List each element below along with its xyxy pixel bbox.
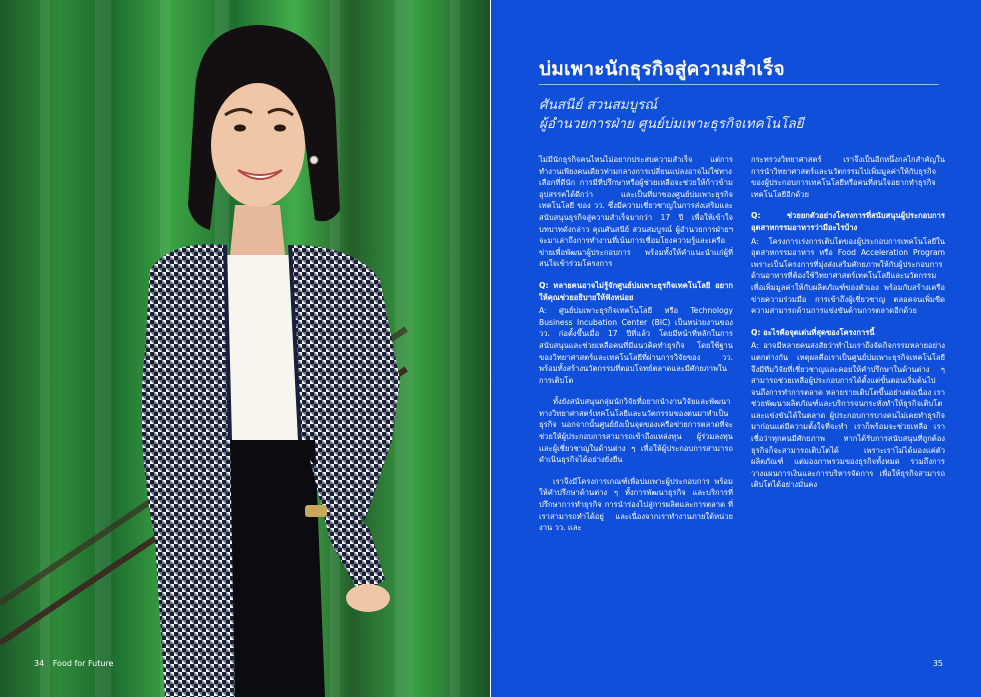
author-name: ศันสนีย์ สวนสมบูรณ์: [539, 97, 657, 113]
body-paragraph: เราจึงมีโครงการเกณฑ์เพื่อบ่มเพาะผู้ประกอบการ พร้อมให้คำปรึกษาด้านต่าง ๆ ทั้งการพัฒนาธุรกิจ และบริการที่ปรึกษาการทำธุรกิจ การนำร่องไปสู่การผลิตและการตลาด ที่เราสามารถทำได้อยู่ และเนื่องจากเราทำงานภายใต้หน่วยงาน วว. และ: [539, 476, 733, 533]
article-columns: [539, 154, 945, 674]
author-position: ผู้อำนวยการฝ่าย ศูนย์บ่มเพาะธุรกิจเทคโนโลยี: [539, 116, 804, 132]
body-paragraph: A: โครงการเร่งการเติบโตของผู้ประกอบการเทคโนโลยีในอุตสาหกรรมอาหาร หรือ Food Acceleration Program เพราะเป็นโครงการที่มุ่งส่งเสริมศักยภาพให้กับผู้ประกอบการด้านอาหารที่ต้องใช้วิทยาศาสตร์เทคโนโลยีและนวัตกรรมเพื่อเพิ่มมูลค่าให้กับผลิตภัณฑ์ของตัวเอง พร้อมกับสร้างเครือข่ายความร่วมมือ การเข้าถึงผู้เชี่ยวชาญ ตลอดจนเพิ่มขีดความสามารถด้านการแข่งขันด้านการตลาดอีกด้วย: [751, 236, 945, 316]
left-page-photo: [0, 0, 490, 697]
article-title: บ่มเพาะนักธุรกิจสู่ความสำเร็จ: [539, 58, 785, 80]
body-paragraph: กระทรวงวิทยาศาสตร์ เราจึงเป็นอีกหนึ่งกลไกสำคัญในการนำวิทยาศาสตร์และนวัตกรรมไปเพิ่มมูลค่าให้กับธุรกิจของผู้ประกอบการเทคโนโลยีหรือคนที่สนใจอยากทำธุรกิจเทคโนโลยีอีกด้วย: [751, 155, 945, 199]
body-paragraph: A: อาจมีหลายคนสงสัยว่าทำไมเราถึงจัดกิจกรรมหลายอย่างแตกต่างกัน เหตุผลคือเราเป็นศูนย์บ่มเพาะธุรกิจเทคโนโลยี จึงมีทีมวิจัยที่เชี่ยวชาญและคอยให้คำปรึกษาในด้านต่าง ๆ สามารถช่วยเหลือผู้ประกอบการได้ตั้งแต่ขั้นตอนเริ่มต้นไปจนถึงการทำการตลาด หลายรายเติบโตขึ้นอย่างต่อเนื่อง เราช่วยพัฒนาผลิตภัณฑ์และบริการจนกระทั่งทำให้ธุรกิจเติบโตและแข่งขันได้ในตลาด ผู้ประกอบการบางคนไม่เคยทำธุรกิจมาก่อนแต่มีความตั้งใจที่จะทำ เราก็พร้อมจะช่วยเหลือ เราเชื่อว่าทุกคนมีศักยภาพ หากได้รับการสนับสนุนที่ถูกต้อง ธุรกิจก็จะสามารถเติบโตได้ เพราะเราไม่ได้มองแค่ตัวผลิตภัณฑ์ แต่มองภาพรวมของธุรกิจทั้งหมด รวมถึงการวางแผนการเงินและการบริหารจัดการ เพื่อให้ธุรกิจสามารถเติบโตได้อย่างมั่นคง: [751, 341, 945, 490]
question-paragraph: Q: หลายคนอาจไม่รู้จักศูนย์บ่มเพาะธุรกิจเทคโนโลยี อยากให้คุณช่วยอธิบายให้ฟังหน่อย: [539, 280, 733, 302]
body-paragraph: ไม่มีนักธุรกิจคนไหนไม่อยากประสบความสำเร็จ แต่การทำงานเพียงคนเดียวท่ามกลางการเปลี่ยนแปลงอาจไม่ใช่ทางเลือกที่ดีนัก การมีที่ปรึกษาหรือผู้ช่วยเหลือจะช่วยให้ก้าวข้ามอุปสรรคได้ดีกว่า และเป็นที่มาของศูนย์บ่มเพาะธุรกิจเทคโนโลยี ของ วว. ซึ่งมีความเชี่ยวชาญในการส่งเสริมและสนับสนุนธุรกิจสู่ความสำเร็จมากว่า 17 ปี เพื่อให้เข้าใจบทบาทดังกล่าว คุณศันสนีย์ สวนสมบูรณ์ ผู้อำนวยการฝ่ายฯ จะมาเล่าถึงการทำงานที่เน้นการเชื่อมโยงความรู้และเครือข่ายเพื่อพัฒนาผู้ประกอบการ พร้อมทั้งให้คำแนะนำแก่ผู้ที่สนใจเข้าร่วมโครงการ: [539, 155, 733, 269]
right-page-number: 35: [932, 659, 943, 668]
left-page-number: 34: [34, 659, 45, 668]
article-column-2: [751, 154, 945, 674]
publication-name: Food for Future: [52, 659, 114, 668]
title-divider: [539, 84, 939, 85]
author-block: [539, 96, 804, 134]
article-column-1: [539, 154, 733, 674]
portrait-person: [130, 20, 420, 697]
body-paragraph: A: ศูนย์บ่มเพาะธุรกิจเทคโนโลยี หรือ Technology Business Incubation Center (BIC) เป็นหน่วยงานของ วว. ก่อตั้งขึ้นเมื่อ 17 ปีที่แล้ว โดยมีหน้าที่หลักในการสนับสนุนและช่วยเหลือคนที่มีแนวคิดทำธุรกิจ โดยใช้ฐานของวิทยาศาสตร์และเทคโนโลยีที่ผ่านการวิจัยของ วว. พร้อมทั้งสร้างนวัตกรรมที่ตอบโจทย์ตลาดและมีศักยภาพในการเติบโต: [539, 306, 733, 385]
right-page-article: [491, 0, 981, 697]
question-paragraph: Q: อะไรคือจุดเด่นที่สุดของโครงการนี้: [751, 327, 875, 337]
body-paragraph: ทั้งยังสนับสนุนกลุ่มนักวิจัยที่อยากนำงานวิจัยและพัฒนาทางวิทยาศาสตร์เทคโนโลยีและนวัตกรรมของตนมาทำเป็นธุรกิจ นอกจากนั้นศูนย์ยังเป็นจุดของเครือข่ายการตลาดที่จะช่วยให้ผู้ประกอบการสามารถเข้าถึงแหล่งทุน ผู้ร่วมลงทุน และผู้เชี่ยวชาญในด้านต่าง ๆ เพื่อให้ผู้ประกอบการสามารถดำเนินธุรกิจได้อย่างยั่งยืน: [539, 397, 733, 465]
question-paragraph: Q: ช่วยยกตัวอย่างโครงการที่สนับสนุนผู้ประกอบการอุตสาหกรรมอาหารว่ามีอะไรบ้าง: [751, 211, 945, 232]
left-page-footer: [34, 659, 113, 668]
